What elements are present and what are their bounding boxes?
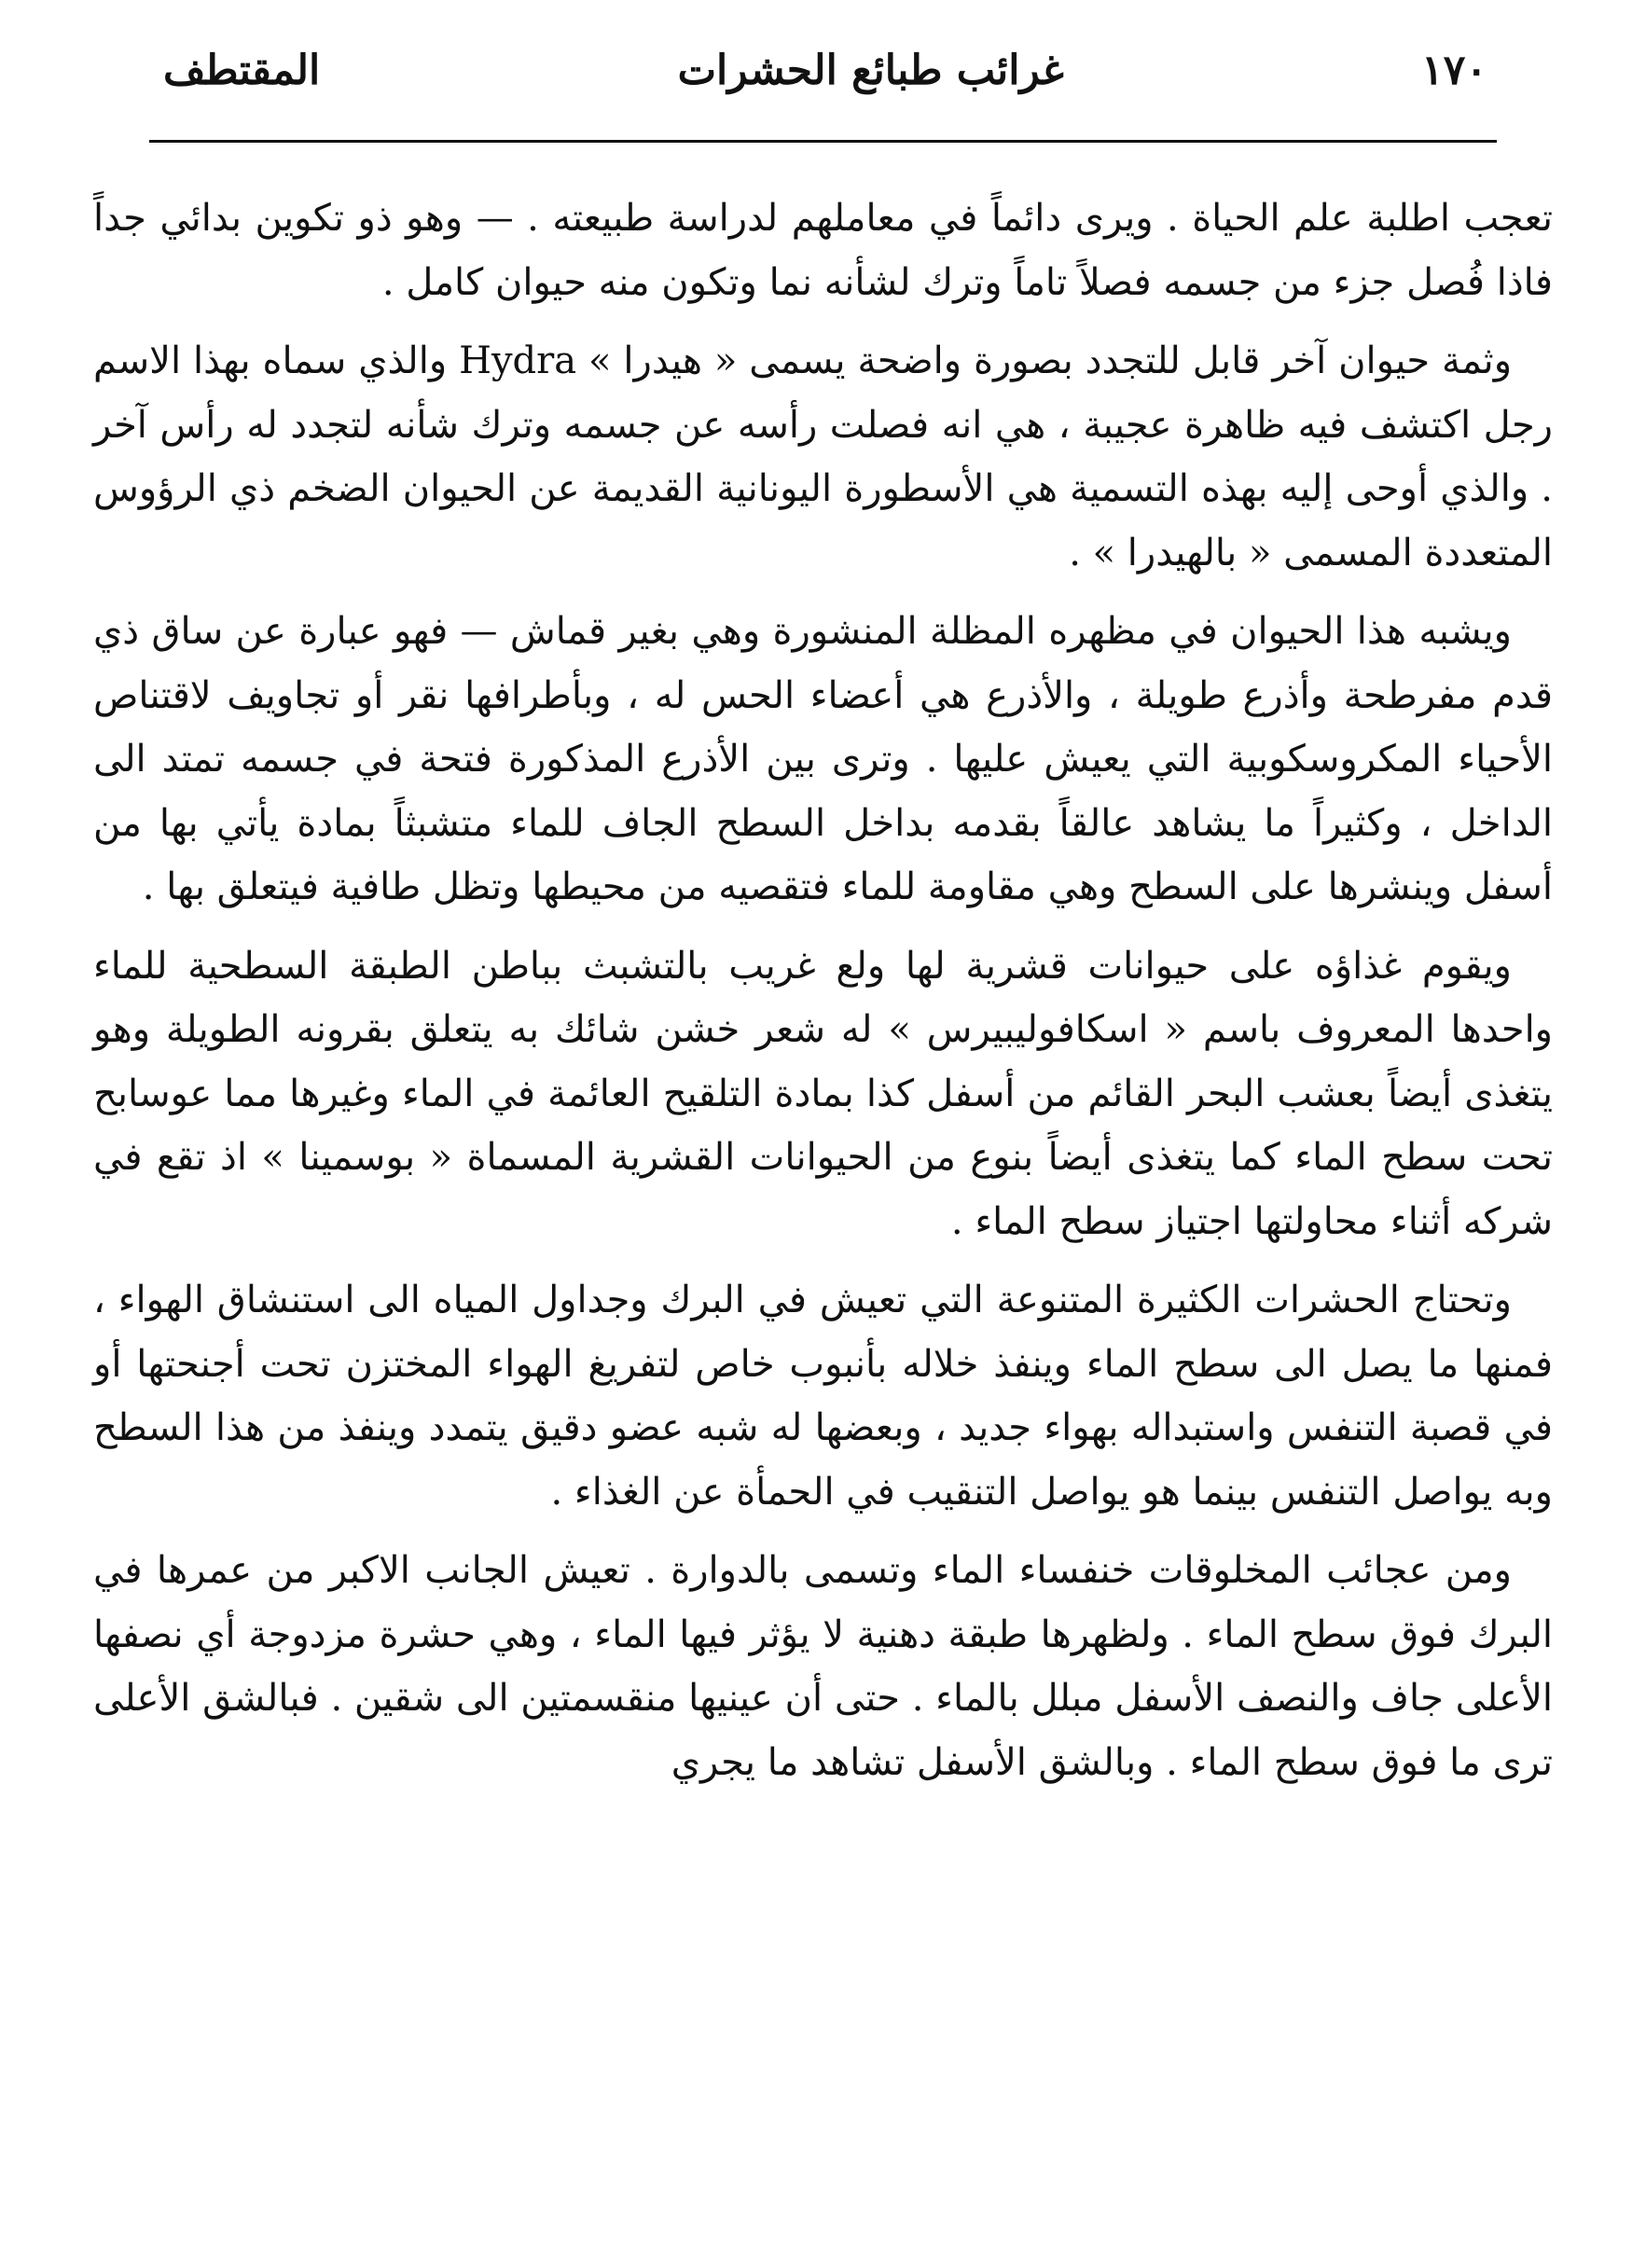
paragraph: ويشبه هذا الحيوان في مظهره المظلة المنشورة وهي بغير قماش — فهو عبارة عن ساق ذي قدم مفرطحة وأذرع طويلة ، والأذرع هي أعضاء الحس له ، وبأطرافها نقر أو تجاويف لاقتناص الأحياء المكروسكوبية التي يعيش عليها . وترى بين الأذرع المذكورة فتحة في جسمه تمتد الى الداخل ، وكثيراً ما يشاهد عالقاً بقدمه بداخل السطح الجاف للماء متشبثاً بمادة يأتي بها من أسفل وينشرها على السطح وهي مقاومة للماء فتقصيه من محيطها وتظل طافية فيتعلق بها .	[93, 610, 1554, 908]
paragraph: تعجب اطلبة علم الحياة . ويرى دائماً في معاملهم لدراسة طبيعته . — وهو ذو تكوين بدائي جداً فاذا فُصل جزء من جسمه فصلاً تاماً وترك لشأنه نما وتكون منه حيوان كامل .	[93, 197, 1553, 304]
running-header	[163, 28, 1487, 112]
header-rule	[149, 140, 1497, 143]
paragraph: ويقوم غذاؤه على حيوانات قشرية لها ولع غريب بالتشبث بباطن الطبقة السطحية للماء واحدها المعروف باسم « اسكافوليبيرس » له شعر خشن شائك به يتعلق بقرونه الطويلة وهو يتغذى أيضاً بعشب البحر القائم من أسفل كذا بمادة التلقيح العائمة في الماء وغيرها مما عوسابح تحت سطح الماء كما يتغذى أيضاً بنوع من الحيوانات القشرية المسماة « بوسمينا » اذ تقع في شركه أثناء محاولتها اجتياز سطح الماء .	[93, 944, 1553, 1243]
article-title: غرائب طبائع الحشرات	[677, 46, 1064, 94]
paragraph: وثمة حيوان آخر قابل للتجدد بصورة واضحة يسمى « هيدرا » Hydra والذي سماه بهذا الاسم رجل اكتشف فيه ظاهرة عجيبة ، هي انه فصلت رأسه عن جسمه وترك شأنه لتجدد له رأس آخر . والذي أوحى إليه بهذه التسمية هي الأسطورة اليونانية القديمة عن الحيوان الضخم ذي الرؤوس المتعددة المسمى « بالهيدرا » .	[93, 339, 1553, 574]
paragraph: وتحتاج الحشرات الكثيرة المتنوعة التي تعيش في البرك وجداول المياه الى استنشاق الهواء ، فمنها ما يصل الى سطح الماء وينفذ خلاله بأنبوب خاص لتفريغ الهواء المختزن تحت أجنحتها أو في قصبة التنفس واستبداله بهواء جديد ، وبعضها له شبه عضو دقيق يتمدد وينفذ من هذا السطح وبه يواصل التنفس بينما هو يواصل التنقيب في الحمأة عن الغذاء .	[93, 1279, 1553, 1514]
paragraph: ومن عجائب المخلوقات خنفساء الماء وتسمى بالدوارة . تعيش الجانب الاكبر من عمرها في البرك فوق سطح الماء . ولظهرها طبقة دهنية لا يؤثر فيها الماء ، وهي حشرة مزدوجة أي نصفها الأعلى جاف والنصف الأسفل مبلل بالماء . حتى أن عينيها منقسمتين الى شقين . فبالشق الأعلى ترى ما فوق سطح الماء . وبالشق الأسفل تشاهد ما يجري	[93, 1549, 1553, 1784]
page-number: ١٧٠	[1421, 46, 1487, 94]
article-body	[93, 187, 1553, 1809]
journal-name: المقتطف	[163, 46, 321, 94]
